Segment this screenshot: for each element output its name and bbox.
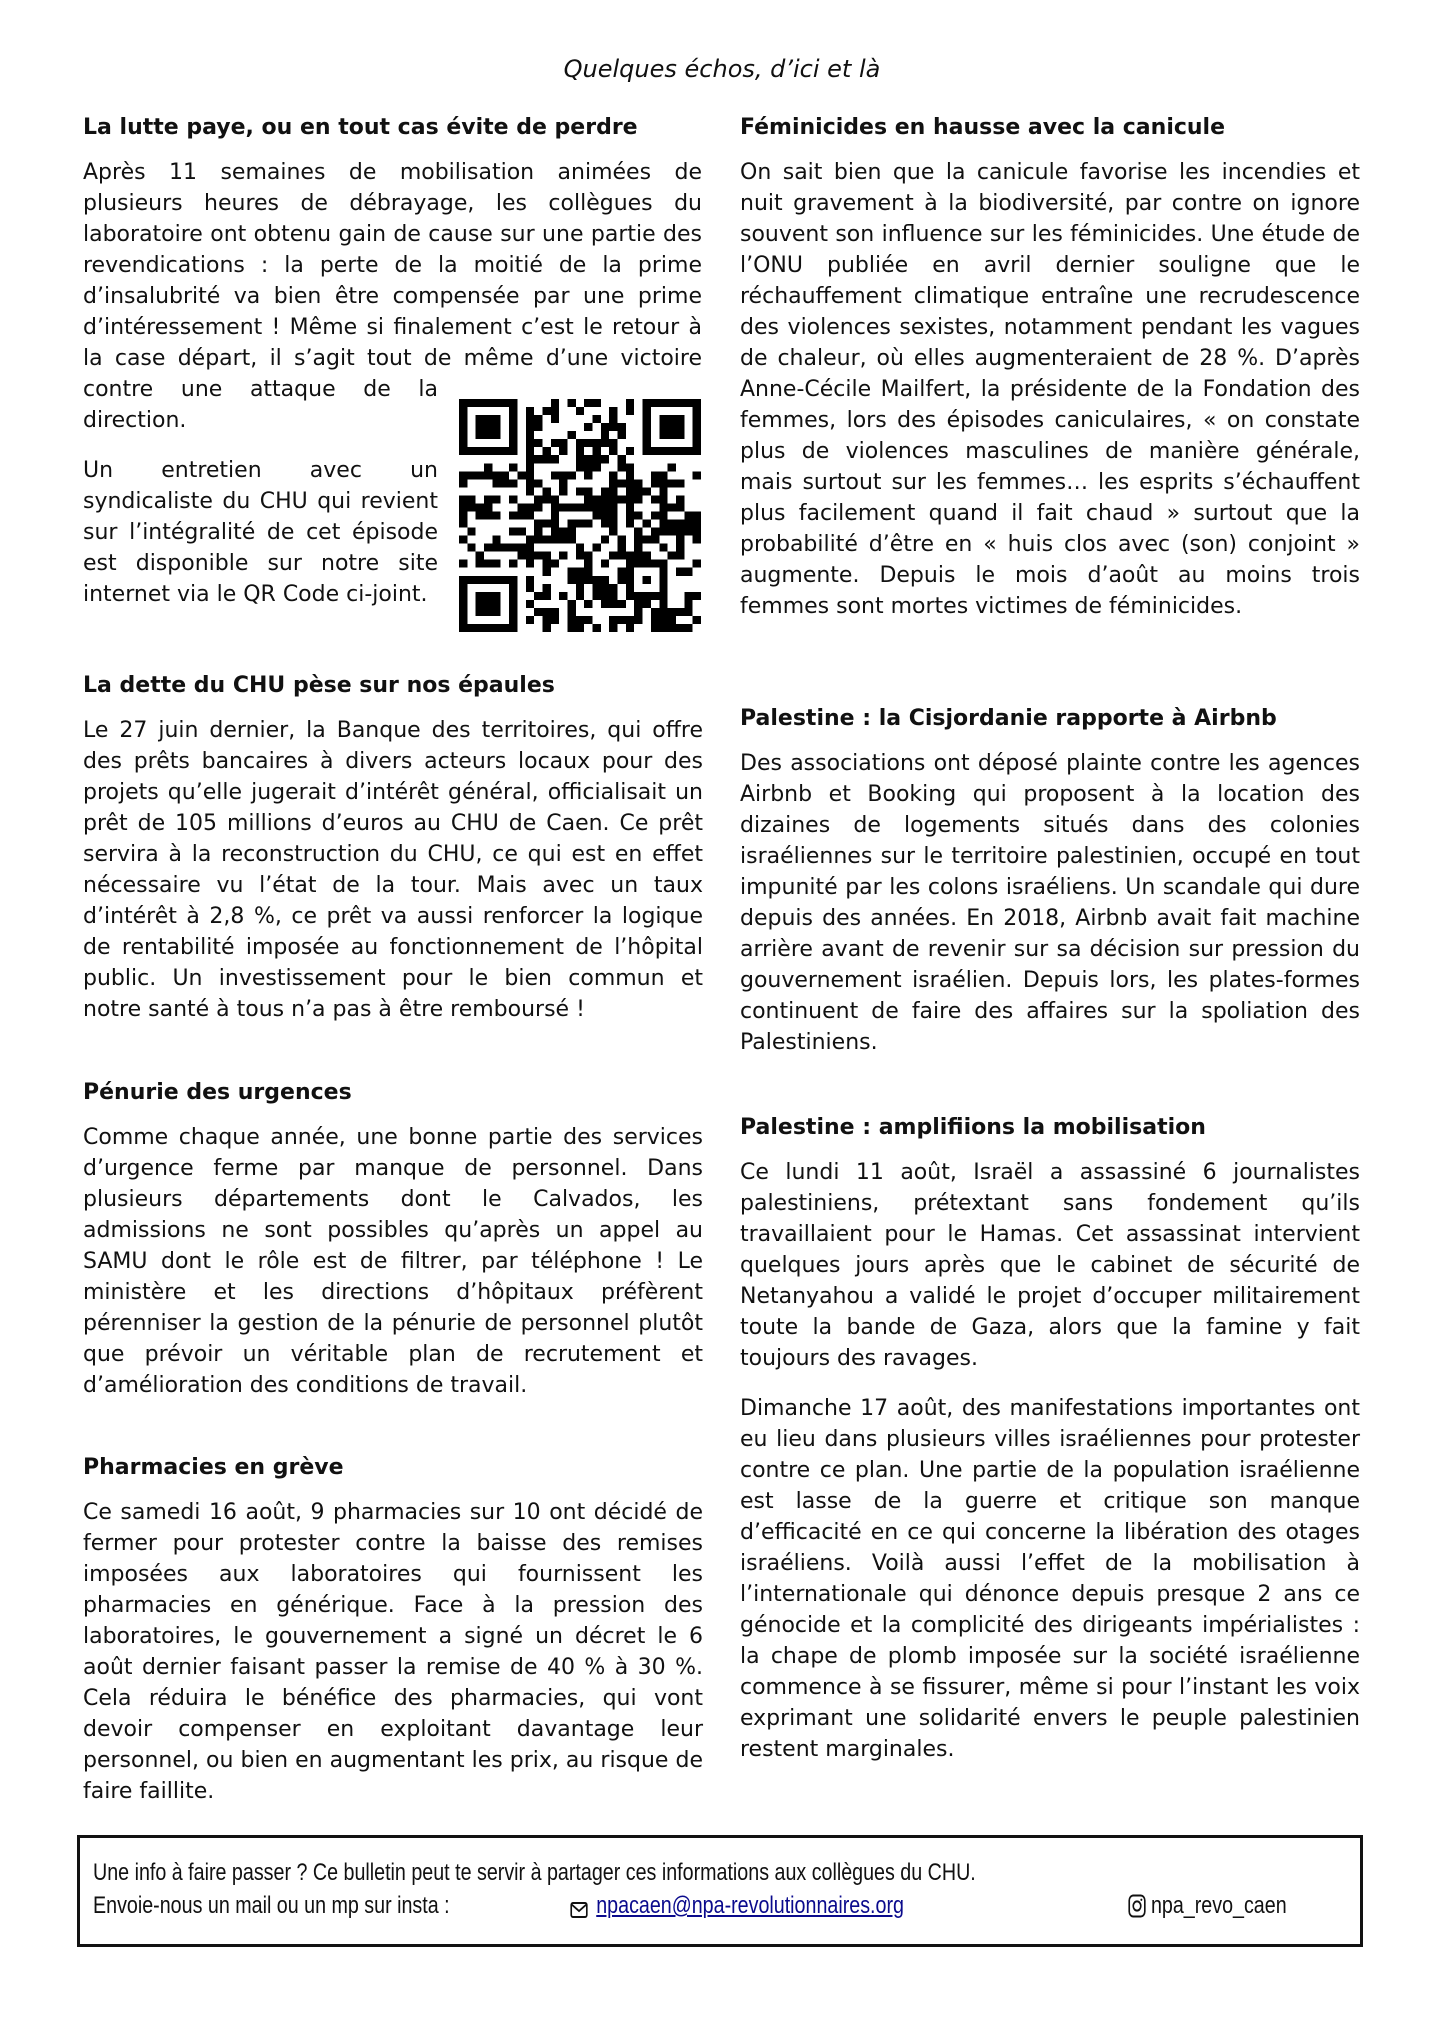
envelope-icon: [570, 1897, 588, 1915]
article-feminicides: [740, 112, 1360, 622]
contact-footer-box: [77, 1835, 1363, 1947]
page-title: Quelques échos, d’ici et là: [563, 55, 881, 83]
article-cisjordanie-airbnb: [740, 703, 1360, 1058]
article-heading: Pharmacies en grève: [83, 1455, 344, 1480]
article-paragraph: On sait bien que la canicule favorise les incendies et nuit gravement à la biodiversité, par contre on ignore souvent son influence sur les féminicides. Une étude de l’ONU publiée en avril dernier souligne que le réchauffement climatique entraîne une recrudescence des violences sexistes, notamment pendant les vagues de chaleur, où elles augmenteraient de 28 %. D’après Anne-Cécile Mailfert, la présidente de la Fondation des femmes, lors des épisodes caniculaires, « on constate plus de violences masculines de manière générale, mais surtout sur les femmes… les esprits s’échauffent plus facilement quand il fait chaud » surtout que la probabilité d’être en « huis clos avec (son) conjoint » augmente. Depuis le mois d’août au moins trois femmes sont mortes victimes de féminicides.: [740, 160, 1360, 619]
article-lutte-paye: [83, 112, 703, 635]
footer-contact-text: Envoie-nous un mail ou un mp sur insta :: [93, 1892, 450, 1919]
article-paragraph: Ce lundi 11 août, Israël a assassiné 6 journalistes palestiniens, prétextant sans fondement qu’ils travaillaient pour le Hamas. Cet assassinat intervient quelques jours après que le cabinet de sécurité de Netanyahou a validé le projet d’occuper militairement toute la bande de Gaza, alors que la famine y fait toujours des ravages.: [740, 1160, 1360, 1371]
footer-info-text: Une info à faire passer ? Ce bulletin peut te servir à partager ces informations aux collègues du CHU.: [93, 1859, 976, 1886]
article-paragraph: Des associations ont déposé plainte contre les agences Airbnb et Booking qui proposent à la location des dizaines de logements situés dans des colonies israéliennes sur le territoire palestinien, occupé en tout impunité par les colons israéliens. Un scandale qui dure depuis des années. En 2018, Airbnb avait fait machine arrière avant de revenir sur sa décision sur pression du gouvernement israélien. Depuis lors, les plates-formes continuent de faire des affaires sur la spoliation des Palestiniens.: [740, 751, 1360, 1055]
email-link[interactable]: [570, 1891, 904, 1921]
instagram-handle[interactable]: npa_revo_caen: [1150, 1892, 1287, 1919]
article-heading: La dette du CHU pèse sur nos épaules: [83, 673, 555, 698]
article-heading: Pénurie des urgences: [83, 1080, 352, 1105]
article-amplifions-mobilisation: [740, 1112, 1360, 1765]
article-dette-chu: [83, 670, 703, 1025]
article-heading: Féminicides en hausse avec la canicule: [740, 115, 1226, 140]
article-penurie-urgences: [83, 1077, 703, 1401]
article-heading: Palestine : amplifiions la mobilisation: [740, 1115, 1206, 1140]
instagram-icon: [1128, 1893, 1146, 1919]
article-paragraph: Le 27 juin dernier, la Banque des territoires, qui offre des prêts bancaires à divers acteurs locaux pour des projets qu’elle jugerait d’intérêt général, officialisait un prêt de 105 millions d’euros au CHU de Caen. Ce prêt servira à la reconstruction du CHU, ce qui est en effet nécessaire vu l’état de la tour. Mais avec un taux d’intérêt à 2,8 %, ce prêt va aussi renforcer la logique de rentabilité imposée au fonctionnement de l’hôpital public. Un investissement pour le bien commun et notre santé à tous n’a pas à être remboursé !: [83, 718, 703, 1022]
instagram-link[interactable]: [1128, 1891, 1287, 1921]
article-paragraph: Comme chaque année, une bonne partie des services d’urgence ferme par manque de personnel. Dans plusieurs départements dont le Calvados, les admissions ne sont possibles qu’après un appel au SAMU dont le rôle est de filtrer, par téléphone ! Le ministère et les directions d’hôpitaux préfèrent pérenniser la gestion de la pénurie de personnel plutôt que prévoir un véritable plan de recrutement et d’amélioration des conditions de travail.: [83, 1125, 703, 1398]
email-address[interactable]: npacaen@npa-revolutionnaires.org: [596, 1892, 904, 1919]
article-paragraph: [83, 157, 703, 436]
article-paragraph: Un entretien avec un syndicaliste du CHU qui revient sur l’intégralité de cet épisode est disponible sur notre site internet via le QR Code ci-joint.: [83, 458, 438, 607]
article-paragraph: Dimanche 17 août, des manifestations importantes ont eu lieu dans plusieurs villes israéliennes pour protester contre ce plan. Une partie de la population israélienne est lasse de la guerre et critique son manque d’efficacité en ce qui concerne la libération des otages israéliens. Voilà aussi l’effet de la mobilisation à l’internationale qui dénonce depuis presque 2 ans ce génocide et la complicité des dirigeants impérialistes : la chape de plomb imposée sur la société israélienne commence à se fissurer, même si pour l’instant les voix exprimant une solidarité envers le peuple palestinien restent marginales.: [740, 1396, 1360, 1762]
article-heading: Palestine : la Cisjordanie rapporte à Airbnb: [740, 706, 1277, 731]
article-text: Après 11 semaines de mobilisation animées de plusieurs heures de débrayage, les collègues du laboratoire ont obtenu gain de cause sur une partie des revendications : la perte de la moitié de la prime d’insalubrité va bien être compensée par une prime d’intéressement ! Même si finalement c’est le retour à la case départ, il s’agit tout de même d’une victoire contre une attaque de la direction.: [83, 160, 702, 433]
qr-spacer: [702, 157, 703, 399]
article-heading: La lutte paye, ou en tout cas évite de perdre: [83, 115, 638, 140]
article-pharmacies-greve: [83, 1452, 703, 1807]
article-paragraph: Ce samedi 16 août, 9 pharmacies sur 10 ont décidé de fermer pour protester contre la baisse des remises imposées aux laboratoires qui fournissent les pharmacies en générique. Face à la pression des laboratoires, le gouvernement a signé un décret le 6 août dernier faisant passer la remise de 40 % à 30 %. Cela réduira le bénéfice des pharmacies, qui vont devoir compenser en exploitant davantage leur personnel, ou bien en augmentant les prix, au risque de faire faillite.: [83, 1500, 703, 1804]
qr-code-icon[interactable]: [459, 399, 703, 635]
